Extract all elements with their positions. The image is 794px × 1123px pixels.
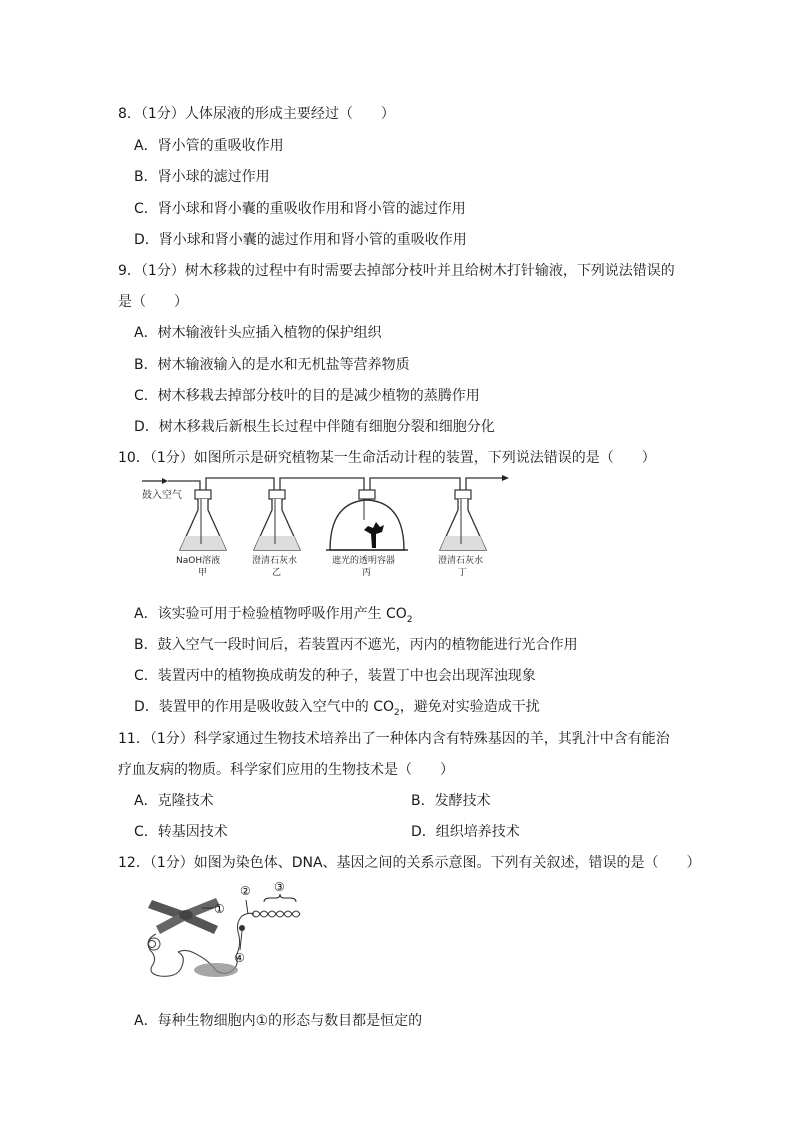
callout-1: ①: [214, 902, 225, 916]
dna-condensed: [194, 963, 238, 977]
bell-jar-bing: [326, 490, 408, 550]
flask-ding: [440, 490, 486, 550]
q8-stem: 8．（1分）人体尿液的形成主要经过（ ）: [118, 106, 395, 122]
q10-option-a: A．该实验可用于检验植物呼吸作用产生 $CO_2$: [134, 606, 413, 625]
q12-stem: 12．（1分）如图为染色体、DNA、基因之间的关系示意图。下列有关叙述，错误的是（ ）: [118, 855, 701, 871]
q8-option-d: D．肾小球和肾小囊的滤过作用和肾小管的重吸收作用: [134, 232, 467, 248]
tube-4: [370, 478, 460, 492]
chromosome-shape: [148, 898, 220, 934]
apparatus-figure: [140, 470, 510, 578]
q11-option-a: A．克隆技术: [134, 793, 214, 809]
q8-option-b: B．肾小球的滤过作用: [134, 169, 270, 185]
chromosome-dna-figure: [138, 878, 308, 988]
q11-stem-line2: 疗血友病的物质。科学家们应用的生物技术是（ ）: [118, 762, 454, 778]
gene-brace: [264, 894, 296, 902]
inlet-arrow-head: [162, 478, 168, 484]
dna-helix-b: [252, 911, 300, 917]
callout-3: ③: [274, 880, 285, 894]
label-jia-name: 甲: [198, 568, 208, 578]
q9-option-c: C．树木移栽去掉部分枝叶的目的是减少植物的蒸腾作用: [134, 388, 480, 404]
q10-option-c: C．装置丙中的植物换成萌发的种子，装置丁中也会出现浑浊现象: [134, 668, 536, 684]
callout-2: ②: [240, 884, 251, 898]
inlet-label: 鼓入空气: [142, 490, 182, 501]
label-bing-name: 丙: [362, 568, 372, 578]
q9-stem-line1: 9．（1分）树木移栽的过程中有时需要去掉部分枝叶并且给树木打针输液，下列说法错误的: [118, 263, 675, 279]
dna-strand-up: [236, 913, 254, 956]
q10-option-d: D．装置甲的作用是吸收鼓入空气中的 $CO_2$，避免对实验造成干扰: [134, 699, 540, 718]
flask-yi: [254, 490, 300, 550]
q8-option-a: A．肾小管的重吸收作用: [134, 138, 284, 154]
protein-bead: [239, 925, 245, 931]
flask-jia: [180, 490, 226, 550]
q11-option-d: D．组织培养技术: [411, 824, 520, 840]
label-ding: 澄清石灰水: [438, 556, 484, 566]
q9-stem-line2: 是（ ）: [118, 294, 188, 310]
tube-2: [206, 478, 274, 492]
tube-3: [280, 478, 364, 492]
callout-4: ④: [234, 951, 245, 965]
q9-option-b: B．树木输液输入的是水和无机盐等营养物质: [134, 357, 410, 373]
label-ding-name: 丁: [458, 568, 468, 578]
label-jia: NaOH溶液: [176, 556, 221, 566]
q9-option-a: A．树木输液针头应插入植物的保护组织: [134, 325, 382, 341]
label-yi: 澄清石灰水: [252, 556, 298, 566]
q11-stem-line1: 11．（1分）科学家通过生物技术培养出了一种体内含有特殊基因的羊，其乳汁中含有能治: [118, 731, 670, 747]
q12-option-a: A．每种生物细胞内①的形态与数目都是恒定的: [134, 1013, 423, 1029]
label-bing: 遮光的透明容器: [332, 556, 396, 566]
label-yi-name: 乙: [272, 568, 282, 578]
dna-coil-1: [148, 938, 160, 950]
q11-option-c: C．转基因技术: [134, 824, 228, 840]
q11-option-b: B．发酵技术: [411, 793, 491, 809]
leader-4: [240, 931, 242, 950]
dna-coil-2: [149, 941, 156, 948]
q9-option-d: D．树木移栽后新根生长过程中伴随有细胞分裂和细胞分化: [134, 419, 495, 435]
leader-2: [246, 900, 248, 914]
q10-option-b: B．鼓入空气一段时间后，若装置丙不遮光，丙内的植物能进行光合作用: [134, 637, 578, 653]
q8-option-c: C．肾小球和肾小囊的重吸收作用和肾小管的滤过作用: [134, 201, 466, 217]
outlet-arrow-head: [502, 475, 509, 481]
q10-stem: 10．（1分）如图所示是研究植物某一生命活动计程的装置，下列说法错误的是（ ）: [118, 450, 656, 466]
